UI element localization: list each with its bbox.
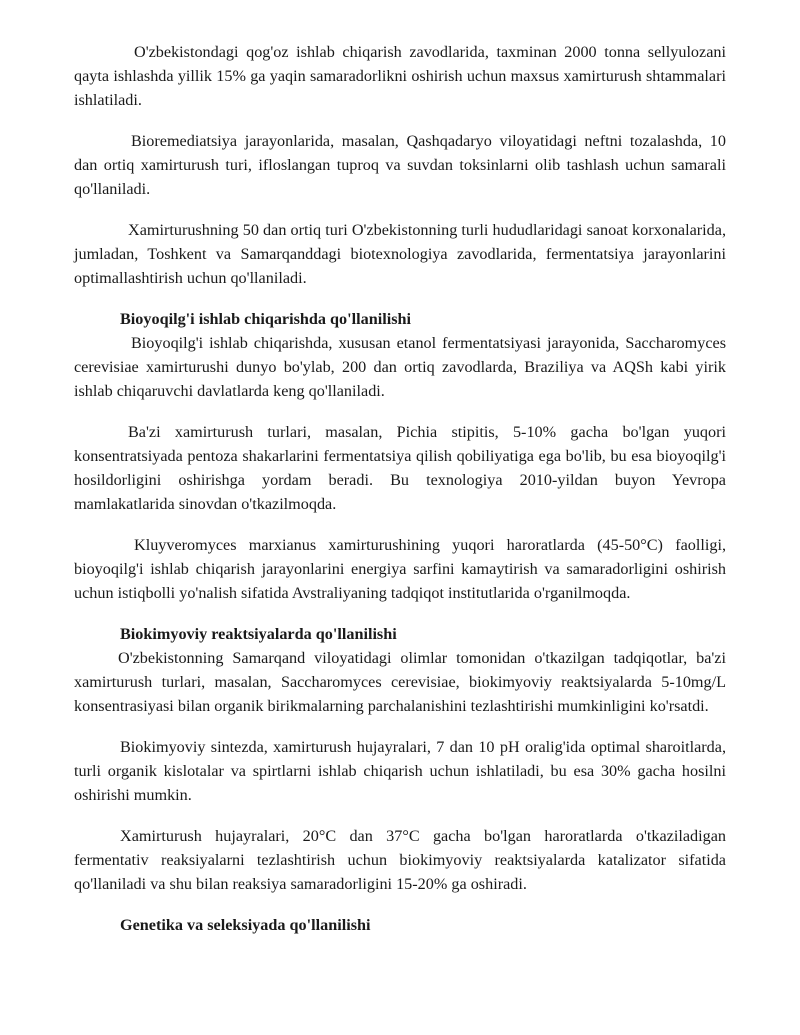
paragraph: Kluyveromyces marxianus xamirturushining yuqori haroratlarda (45-50°C) faolligi, bioyoqilg'i ishlab chiqarish jarayonlarini energiya sarfini kamaytirish va samaradorligini oshirish uchun istiqbolli yo'nalish sifatida Avstraliyaning tadqiqot institutlarida o'rganilmoqda. (74, 536, 726, 602)
paragraph: Bioyoqilg'i ishlab chiqarishda, xususan etanol fermentatsiyasi jarayonida, Saccharomyces cerevisiae xamirturushi dunyo bo'ylab, 200 dan ortiq zavodlarda, Braziliya va AQSh kabi yirik ishlab chiqaruvchi davlatlarda keng qo'llaniladi. (74, 334, 726, 400)
section-heading: Genetika va seleksiyada qo'llanilishi (120, 916, 371, 934)
paragraph: Ba'zi xamirturush turlari, masalan, Pichia stipitis, 5-10% gacha bo'lgan yuqori konsentratsiyada pentoza shakarlarini fermentatsiya qilish qobiliyatiga ega bo'lib, bu esa bioyoqilg'i hosildorligini oshirishga yordam beradi. Bu texnologiya 2010-yildan buyon Yevropa mamlakatlarida sinovdan o'tkazilmoqda. (74, 423, 726, 513)
section-heading: Bioyoqilg'i ishlab chiqarishda qo'llanilishi (120, 310, 412, 328)
paragraph: O'zbekistonning Samarqand viloyatidagi olimlar tomonidan o'tkazilgan tadqiqotlar, ba'zi xamirturush turlari, masalan, Saccharomyces cerevisiae, biokimyoviy reaktsiyalarda 5-10mg/L konsentrasiyasi bilan organik birikmalarning parchalanishini tezlashtirishi mumkinligini ko'rsatdi. (74, 649, 726, 715)
section-heading: Biokimyoviy reaktsiyalarda qo'llanilishi (120, 625, 397, 643)
paragraph: Xamirturush hujayralari, 20°C dan 37°C gacha bo'lgan haroratlarda o'tkaziladigan fermentativ reaksiyalarni tezlashtirish uchun biokimyoviy reaktsiyalarda katalizator sifatida qo'llaniladi va shu bilan reaksiya samaradorligini 15-20% ga oshiradi. (74, 827, 726, 893)
paragraph: Bioremediatsiya jarayonlarida, masalan, Qashqadaryo viloyatidagi neftni tozalashda, 10 dan ortiq xamirturush turi, ifloslangan tuproq va suvdan toksinlarni olib tashlash uchun samarali qo'llaniladi. (74, 132, 726, 198)
document-page (74, 40, 726, 937)
paragraph: Biokimyoviy sintezda, xamirturush hujayralari, 7 dan 10 pH oralig'ida optimal sharoitlarda, turli organik kislotalar va spirtlarni ishlab chiqarish uchun ishlatiladi, bu esa 30% gacha hosilni oshirishi mumkin. (74, 738, 726, 804)
paragraph: O'zbekistondagi qog'oz ishlab chiqarish zavodlarida, taxminan 2000 tonna sellyulozani qayta ishlashda yillik 15% ga yaqin samaradorlikni oshirish uchun maxsus xamirturush shtammalari ishlatiladi. (74, 43, 726, 109)
paragraph: Xamirturushning 50 dan ortiq turi O'zbekistonning turli hududlaridagi sanoat korxonalarida, jumladan, Toshkent va Samarqanddagi biotexnologiya zavodlarida, fermentatsiya jarayonlarini optimallashtirish uchun qo'llaniladi. (74, 221, 726, 287)
